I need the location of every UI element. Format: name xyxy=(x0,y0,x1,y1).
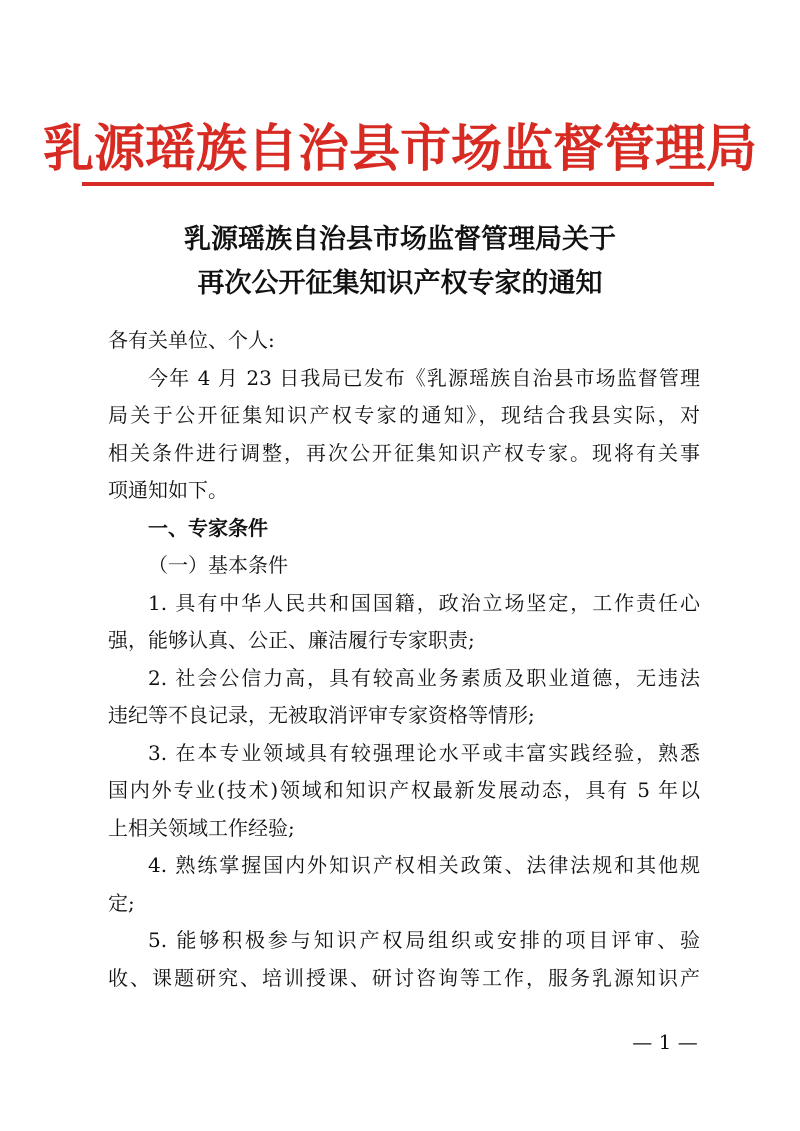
list-item xyxy=(108,735,700,848)
salutation xyxy=(108,322,700,360)
document-title-line-1: 乳源瑶族自治县市场监督管理局关于 xyxy=(184,224,616,255)
intro-line: 局关于公开征集知识产权专家的通知》，现结合我县实际，对 xyxy=(108,403,700,427)
salutation-text: 各有关单位、个人: xyxy=(108,328,275,352)
intro-line: 项通知如下。 xyxy=(108,478,228,502)
list-item xyxy=(108,922,700,997)
list-item-line: 3. 在本专业领域具有较强理论水平或丰富实践经验，熟悉 xyxy=(148,740,700,765)
list-item-line: 2. 社会公信力高，具有较高业务素质及职业道德，无违法 xyxy=(148,665,700,690)
list-item-line: 收、课题研究、培训授课、研讨咨询等工作，服务乳源知识产 xyxy=(108,965,700,990)
masthead-org-name: 乳源瑶族自治县市场监督管理局 xyxy=(42,119,757,179)
list-item-line: 国内外专业(技术)领域和知识产权最新发展动态，具有 5 年以 xyxy=(108,778,700,802)
list-item-line: 1. 具有中华人民共和国国籍，政治立场坚定，工作责任心 xyxy=(148,590,700,615)
document-body xyxy=(108,322,700,997)
intro-line: 相关条件进行调整，再次公开征集知识产权专家。现将有关事 xyxy=(108,440,700,465)
section-heading-text: 一、专家条件 xyxy=(148,515,268,540)
section-heading xyxy=(108,510,700,548)
list-item xyxy=(108,660,700,735)
document-title-line-2: 再次公开征集知识产权专家的通知 xyxy=(197,268,603,299)
subsection-heading xyxy=(108,547,700,585)
list-item-line: 4. 熟练掌握国内外知识产权相关政策、法律法规和其他规 xyxy=(148,853,700,877)
intro-paragraph xyxy=(108,360,700,510)
subsection-heading-text: （一）基本条件 xyxy=(148,553,288,577)
page-number: — 1 — xyxy=(632,1030,698,1054)
document-title xyxy=(0,218,800,306)
intro-line: 今年 4 月 23 日我局已发布《乳源瑶族自治县市场监督管理 xyxy=(148,365,700,390)
list-item xyxy=(108,585,700,660)
list-item-line: 5. 能够积极参与知识产权局组织或安排的项目评审、验 xyxy=(148,928,700,952)
list-item-line: 定; xyxy=(108,890,135,915)
masthead-red-rule xyxy=(82,182,714,186)
list-item-line: 上相关领域工作经验; xyxy=(108,815,295,840)
list-item-line: 强，能够认真、公正、廉洁履行专家职责; xyxy=(108,628,475,652)
list-item-line: 违纪等不良记录，无被取消评审专家资格等情形; xyxy=(108,703,535,727)
list-item xyxy=(108,847,700,922)
